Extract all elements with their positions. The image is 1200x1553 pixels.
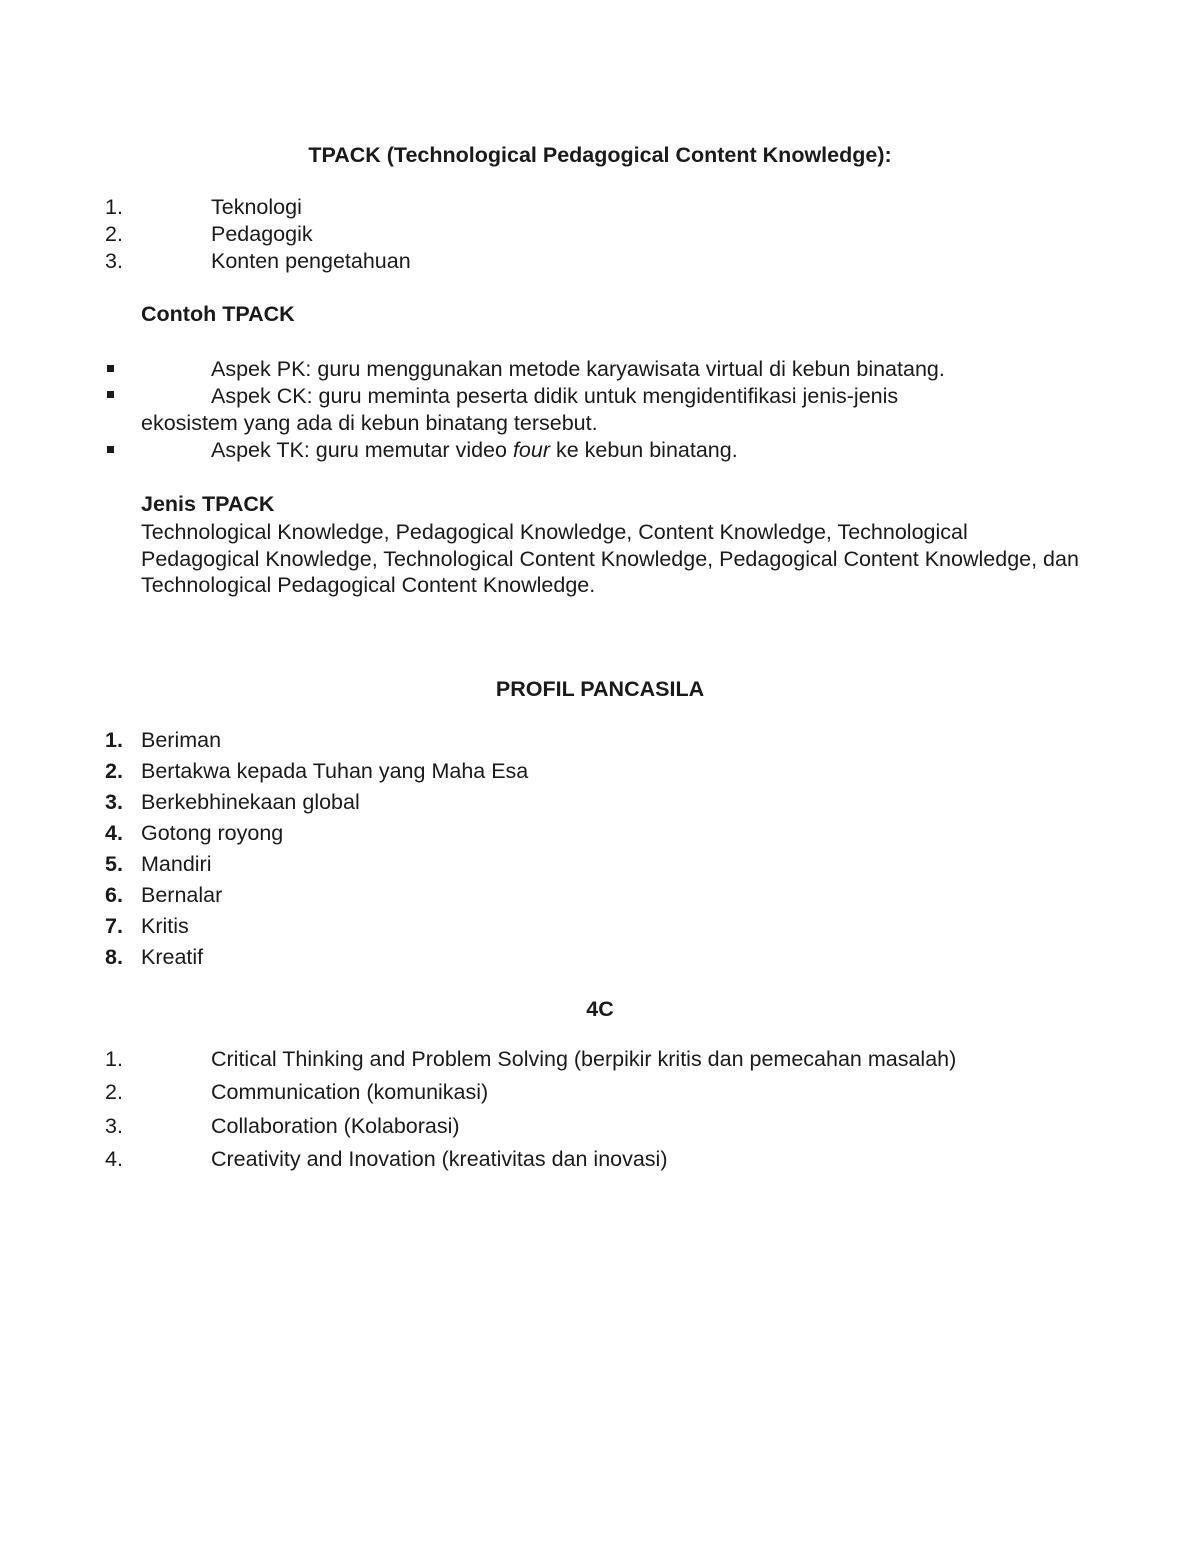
tpack-title: TPACK (Technological Pedagogical Content Knowledge):	[308, 143, 892, 167]
profil-item-6-number: 6.	[105, 883, 123, 907]
profil-item-8-text: Kreatif	[141, 945, 204, 969]
profil-item-6-text: Bernalar	[141, 883, 223, 907]
fourc-item-3-number: 3.	[105, 1114, 123, 1138]
profil-item-5-text: Mandiri	[141, 852, 212, 876]
fourc-item-2-text: Communication (komunikasi)	[211, 1080, 489, 1104]
profil-item-3-number: 3.	[105, 790, 123, 814]
fourc-item-4-text: Creativity and Inovation (kreativitas dan inovasi)	[211, 1147, 668, 1171]
fourc-item-1-number: 1.	[105, 1047, 123, 1071]
fourc-item-2-number: 2.	[105, 1080, 123, 1104]
profil-item-7-text: Kritis	[141, 914, 189, 938]
fourc-title: 4C	[586, 997, 614, 1021]
contoh-tpack-heading: Contoh TPACK	[141, 302, 295, 326]
profil-item-4-number: 4.	[105, 821, 123, 845]
profil-item-2-text: Bertakwa kepada Tuhan yang Maha Esa	[141, 759, 529, 783]
profil-item-2-number: 2.	[105, 759, 123, 783]
profil-item-1-text: Beriman	[141, 728, 222, 752]
fourc-item-1-text: Critical Thinking and Problem Solving (berpikir kritis dan pemecahan masalah)	[211, 1047, 957, 1071]
aspek-tk-text-start: Aspek TK: guru memutar video	[211, 438, 513, 462]
jenis-tpack-heading: Jenis TPACK	[141, 492, 275, 516]
aspek-pk-text: Aspek PK: guru menggunakan metode karyawisata virtual di kebun binatang.	[211, 357, 945, 381]
fourc-item-4-number: 4.	[105, 1147, 123, 1171]
bullet-square-icon	[107, 365, 114, 372]
profil-item-3-text: Berkebhinekaan global	[141, 790, 360, 814]
aspek-tk-text-end: ke kebun binatang.	[550, 438, 738, 462]
aspek-tk-text	[211, 437, 738, 464]
tpack-item-1-text: Teknologi	[211, 195, 302, 219]
tpack-item-1-number: 1.	[105, 195, 123, 219]
aspek-ck-text-line2: ekosistem yang ada di kebun binatang tersebut.	[141, 411, 598, 435]
tpack-item-2-text: Pedagogik	[211, 222, 313, 246]
profil-item-7-number: 7.	[105, 914, 123, 938]
tpack-item-3-number: 3.	[105, 249, 123, 273]
jenis-tpack-paragraph: Technological Knowledge, Pedagogical Knowledge, Content Knowledge, Technological Pedagogical Knowledge, Technological Content Knowledge, Pedagogical Content Knowledge, dan Technological Pedagogical Content Knowledge.	[141, 520, 1079, 597]
bullet-square-icon	[107, 446, 114, 453]
profil-item-8-number: 8.	[105, 945, 123, 969]
profil-item-4-text: Gotong royong	[141, 821, 284, 845]
fourc-item-3-text: Collaboration (Kolaborasi)	[211, 1114, 460, 1138]
aspek-tk-italic-word: four	[512, 438, 550, 462]
bullet-square-icon	[107, 391, 114, 398]
aspek-ck-text-line1: Aspek CK: guru meminta peserta didik untuk mengidentifikasi jenis-jenis	[211, 384, 899, 408]
tpack-item-2-number: 2.	[105, 222, 123, 246]
profil-pancasila-title: PROFIL PANCASILA	[495, 677, 705, 701]
tpack-item-3-text: Konten pengetahuan	[211, 249, 411, 273]
profil-item-1-number: 1.	[105, 728, 123, 752]
profil-item-5-number: 5.	[105, 852, 123, 876]
